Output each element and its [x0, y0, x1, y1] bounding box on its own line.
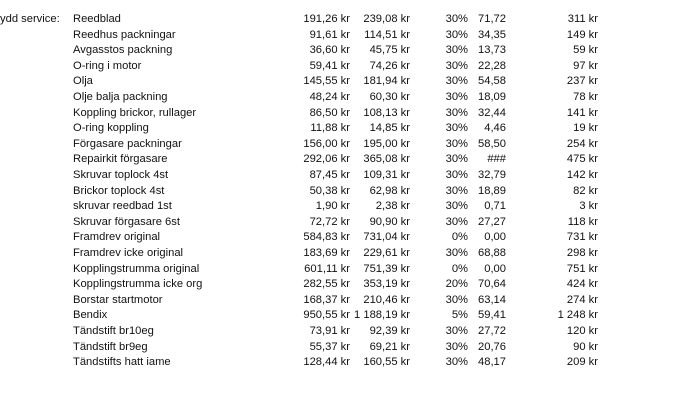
item-name: Borstar startmotor: [73, 293, 163, 306]
price-cell: 59,41 kr: [309, 59, 350, 72]
discount-cell: ###: [487, 153, 506, 166]
percent-cell: 30%: [445, 28, 468, 41]
price-cell: 128,44 kr: [303, 356, 350, 369]
table-row: [0, 11, 690, 27]
percent-cell: 30%: [445, 137, 468, 150]
total-cell: 274 kr: [566, 293, 598, 306]
percent-cell: 30%: [445, 13, 468, 25]
price-incl-vat-cell: 92,39 kr: [369, 325, 410, 337]
percent-cell: 20%: [445, 278, 468, 291]
price-cell: 87,45 kr: [309, 169, 350, 181]
price-cell: 168,37 kr: [303, 293, 350, 306]
section-label: ydd service:: [0, 13, 60, 25]
table-row: [0, 276, 690, 292]
item-name: Brickor toplock 4st: [73, 184, 165, 197]
price-cell: 1,90 kr: [315, 200, 350, 213]
price-incl-vat-cell: 114,51 kr: [364, 28, 410, 41]
item-name: Reedblad: [73, 13, 121, 25]
price-incl-vat-cell: 90,90 kr: [369, 215, 410, 228]
price-incl-vat-cell: 239,08 kr: [363, 13, 410, 25]
percent-cell: 30%: [445, 356, 468, 369]
item-name: O-ring i motor: [73, 59, 142, 72]
price-cell: 91,61 kr: [309, 28, 350, 41]
price-incl-vat-cell: 69,21 kr: [369, 340, 410, 353]
percent-cell: 30%: [445, 44, 468, 57]
price-cell: 601,11 kr: [304, 262, 350, 275]
price-incl-vat-cell: 195,00 kr: [363, 137, 410, 150]
item-name: Bendix: [73, 309, 108, 322]
total-cell: 298 kr: [566, 247, 598, 259]
table-row: [0, 261, 690, 277]
table-row: [0, 136, 690, 152]
item-name: Förgasare packningar: [73, 137, 182, 150]
item-name: Repairkit förgasare: [73, 153, 168, 166]
discount-cell: 18,89: [478, 184, 506, 197]
total-cell: 731 kr: [566, 231, 598, 244]
table-row: [0, 198, 690, 214]
table-row: [0, 27, 690, 43]
price-cell: 86,50 kr: [309, 106, 350, 119]
discount-cell: 4,46: [484, 122, 506, 135]
discount-cell: 58,50: [478, 137, 506, 150]
item-name: Tändstift br9eg: [73, 340, 148, 353]
percent-cell: 0%: [451, 231, 468, 244]
total-cell: 19 kr: [573, 122, 598, 135]
discount-cell: 27,27: [478, 215, 506, 228]
percent-cell: 30%: [445, 122, 468, 135]
percent-cell: 30%: [445, 91, 468, 103]
item-name: Avgasstos packning: [73, 44, 173, 57]
discount-cell: 27,72: [478, 325, 506, 337]
discount-cell: 18,09: [478, 91, 506, 103]
item-name: skruvar reedbad 1st: [73, 200, 172, 213]
total-cell: 141 kr: [566, 106, 598, 119]
price-cell: 73,91 kr: [309, 325, 350, 337]
discount-cell: 54,58: [478, 75, 506, 88]
price-cell: 282,55 kr: [303, 278, 350, 291]
total-cell: 254 kr: [566, 137, 598, 150]
total-cell: 90 kr: [573, 340, 598, 353]
price-incl-vat-cell: 353,19 kr: [363, 278, 410, 291]
discount-cell: 63,14: [478, 293, 506, 306]
total-cell: 3 kr: [579, 200, 598, 213]
discount-cell: 20,76: [478, 340, 506, 353]
table-row: [0, 323, 690, 339]
table-row: [0, 89, 690, 105]
discount-cell: 34,35: [478, 28, 506, 41]
table-row: [0, 151, 690, 167]
discount-cell: 71,72: [478, 13, 506, 25]
price-cell: 50,38 kr: [309, 184, 350, 197]
percent-cell: 30%: [445, 169, 468, 181]
discount-cell: 0,00: [484, 231, 506, 244]
discount-cell: 32,44: [478, 106, 506, 119]
item-name: Skruvar toplock 4st: [73, 169, 169, 181]
discount-cell: 13,73: [478, 44, 506, 57]
item-name: O-ring koppling: [73, 122, 149, 135]
discount-cell: 0,71: [484, 200, 506, 213]
total-cell: 424 kr: [566, 278, 598, 291]
price-cell: 48,24 kr: [309, 91, 350, 103]
price-cell: 156,00 kr: [303, 137, 350, 150]
item-name: Reedhus packningar: [73, 28, 176, 41]
percent-cell: 30%: [445, 325, 468, 337]
table-row: [0, 214, 690, 230]
total-cell: 142 kr: [566, 169, 598, 181]
table-row: [0, 292, 690, 308]
discount-cell: 48,17: [478, 356, 506, 369]
percent-cell: 30%: [445, 200, 468, 213]
discount-cell: 68,88: [478, 247, 506, 259]
price-incl-vat-cell: 109,31 kr: [363, 169, 410, 181]
percent-cell: 30%: [445, 340, 468, 353]
price-cell: 191,26 kr: [303, 13, 350, 25]
price-incl-vat-cell: 731,04 kr: [363, 231, 410, 244]
percent-cell: 5%: [451, 309, 468, 322]
price-cell: 36,60 kr: [309, 44, 350, 57]
table-row: [0, 183, 690, 199]
total-cell: 78 kr: [573, 91, 598, 103]
table-row: [0, 245, 690, 261]
discount-cell: 22,28: [478, 59, 506, 72]
table-row: [0, 120, 690, 136]
price-cell: 183,69 kr: [303, 247, 350, 259]
discount-cell: 0,00: [484, 262, 506, 275]
table-row: [0, 229, 690, 245]
discount-cell: 32,79: [478, 169, 506, 181]
total-cell: 82 kr: [573, 184, 598, 197]
total-cell: 149 kr: [566, 28, 598, 41]
percent-cell: 0%: [451, 262, 468, 275]
table-row: [0, 105, 690, 121]
table-row: [0, 58, 690, 74]
item-name: Olje balja packning: [73, 91, 168, 103]
total-cell: 59 kr: [573, 44, 598, 57]
percent-cell: 30%: [445, 293, 468, 306]
price-cell: 72,72 kr: [309, 215, 350, 228]
percent-cell: 30%: [445, 75, 468, 88]
price-cell: 55,37 kr: [309, 340, 350, 353]
price-incl-vat-cell: 1 188,19 kr: [354, 309, 410, 322]
table-row: [0, 354, 690, 370]
total-cell: 751 kr: [566, 262, 598, 275]
total-cell: 475 kr: [566, 153, 598, 166]
total-cell: 209 kr: [566, 356, 598, 369]
percent-cell: 30%: [445, 215, 468, 228]
price-incl-vat-cell: 14,85 kr: [369, 122, 410, 135]
total-cell: 118 kr: [567, 215, 598, 228]
total-cell: 311 kr: [567, 13, 598, 25]
price-incl-vat-cell: 160,55 kr: [363, 356, 410, 369]
total-cell: 1 248 kr: [557, 309, 598, 322]
percent-cell: 30%: [445, 59, 468, 72]
item-name: Framdrev icke original: [73, 247, 184, 259]
item-name: Tändstifts hatt iame: [73, 356, 171, 369]
price-cell: 145,55 kr: [303, 75, 350, 88]
total-cell: 237 kr: [566, 75, 598, 88]
item-name: Tändstift br10eg: [73, 325, 154, 337]
table-row: [0, 73, 690, 89]
discount-cell: 59,41: [478, 309, 506, 322]
price-incl-vat-cell: 181,94 kr: [363, 75, 410, 88]
table-row: [0, 307, 690, 323]
item-name: Koppling brickor, rullager: [73, 106, 197, 119]
price-incl-vat-cell: 751,39 kr: [363, 262, 410, 275]
price-cell: 950,55 kr: [303, 309, 350, 322]
price-incl-vat-cell: 45,75 kr: [369, 44, 410, 57]
total-cell: 97 kr: [573, 59, 598, 72]
price-incl-vat-cell: 108,13 kr: [363, 106, 410, 119]
price-incl-vat-cell: 2,38 kr: [375, 200, 410, 213]
percent-cell: 30%: [445, 184, 468, 197]
total-cell: 120 kr: [566, 325, 598, 337]
price-incl-vat-cell: 365,08 kr: [363, 153, 410, 166]
price-incl-vat-cell: 229,61 kr: [363, 247, 410, 259]
price-incl-vat-cell: 60,30 kr: [369, 91, 410, 103]
price-cell: 584,83 kr: [303, 231, 350, 244]
item-name: Skruvar förgasare 6st: [73, 215, 180, 228]
price-incl-vat-cell: 210,46 kr: [363, 293, 410, 306]
percent-cell: 30%: [445, 153, 468, 166]
item-name: Olja: [73, 75, 93, 88]
table-row: [0, 167, 690, 183]
item-name: Framdrev original: [73, 231, 161, 244]
percent-cell: 30%: [445, 106, 468, 119]
price-cell: 11,88 kr: [310, 122, 350, 135]
price-incl-vat-cell: 62,98 kr: [369, 184, 410, 197]
item-name: Kopplingstrumma icke org: [73, 278, 203, 291]
percent-cell: 30%: [445, 247, 468, 259]
table-row: [0, 339, 690, 355]
table-row: [0, 42, 690, 58]
discount-cell: 70,64: [478, 278, 506, 291]
price-incl-vat-cell: 74,26 kr: [369, 59, 410, 72]
item-name: Kopplingstrumma original: [73, 262, 200, 275]
price-cell: 292,06 kr: [303, 153, 350, 166]
